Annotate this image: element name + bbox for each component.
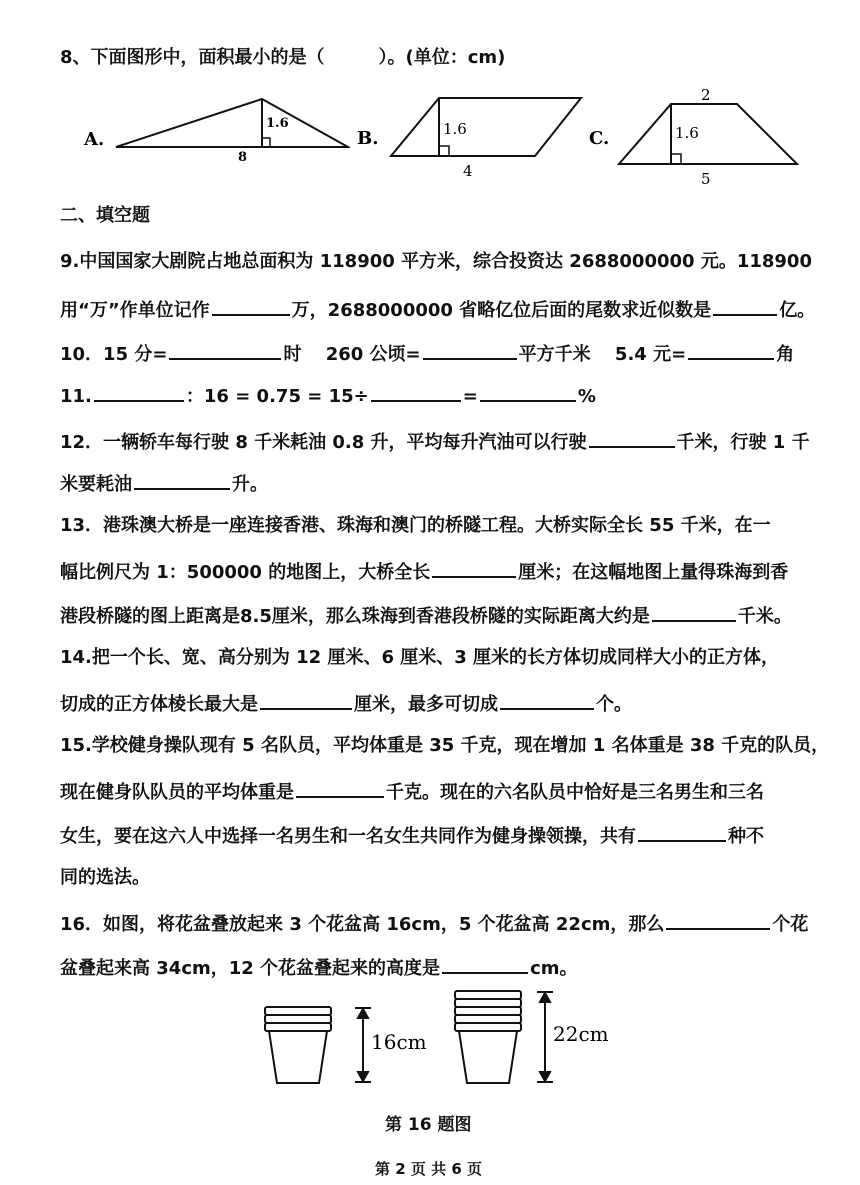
- q15-text-d: 种不: [728, 826, 764, 847]
- option-a-base: 8: [238, 150, 248, 165]
- q16-text-b: 个花: [772, 914, 809, 935]
- q16-line1: [60, 910, 808, 937]
- q16-blank-2[interactable]: [442, 954, 528, 974]
- q13-text-b: 厘米；在这幅地图上量得珠海到香: [518, 562, 789, 583]
- arrow-16cm: [355, 1008, 371, 1082]
- q9-blank-2[interactable]: [713, 296, 777, 316]
- q13-line3: [60, 602, 792, 629]
- q13-blank-2[interactable]: [652, 602, 736, 622]
- q15-line4: 同的选法。: [60, 867, 150, 888]
- option-b-height: 1.6: [443, 120, 467, 138]
- option-c-base: 5: [701, 170, 711, 186]
- q10-blank-1[interactable]: [169, 340, 281, 360]
- flower-pot-figure: [255, 985, 625, 1093]
- q10-blank-3[interactable]: [688, 340, 774, 360]
- q12-text-a: 12．一辆轿车每行驶 8 千米耗油 0.8 升，平均每升汽油可以行驶: [60, 432, 587, 453]
- q12-blank-2[interactable]: [134, 470, 230, 490]
- figure-a-triangle: [80, 95, 350, 175]
- q10-text-b: 时 260 公顷=: [283, 344, 421, 365]
- q9-text-a: 用“万”作单位记作: [60, 300, 210, 321]
- q14-blank-2[interactable]: [500, 690, 594, 710]
- q10-text-d: 角: [776, 344, 795, 365]
- pot-stack-5: [455, 991, 521, 1083]
- q9-text-c: 亿。: [779, 300, 816, 321]
- q12-blank-1[interactable]: [589, 428, 675, 448]
- q14-text-b: 厘米，最多可切成: [354, 694, 498, 715]
- q15-line3: [60, 822, 764, 849]
- section-title: 二、填空题: [60, 205, 150, 226]
- q11-blank-2[interactable]: [371, 382, 461, 402]
- q12-text-c: 米要耗油: [60, 474, 132, 495]
- q10-text-c: 平方千米 5.4 元=: [518, 344, 687, 365]
- q15-line2: [60, 778, 764, 805]
- q16-blank-1[interactable]: [666, 910, 770, 930]
- q9-text-b: 万，2688000000 省略亿位后面的尾数求近似数是: [291, 300, 712, 321]
- option-a-label: A.: [84, 129, 105, 150]
- q11-text-b: ：16 = 0.75 = 15÷: [185, 386, 369, 407]
- q15-text-b: 千克。现在的六名队员中恰好是三名男生和三名: [386, 782, 764, 803]
- label-22cm: 22cm: [553, 1022, 609, 1046]
- q14-text-a: 切成的正方体棱长最大是: [60, 694, 258, 715]
- option-a-height: 1.6: [266, 116, 289, 131]
- q15-blank-1[interactable]: [296, 778, 384, 798]
- q9-line1: 9.中国国家大剧院占地总面积为 118900 平方米，综合投资达 2688000000 元。118900: [60, 251, 812, 272]
- q15-text-a: 现在健身队队员的平均体重是: [60, 782, 294, 803]
- q11-blank-3[interactable]: [480, 382, 576, 402]
- pot-stack-3: [265, 1007, 331, 1083]
- q10-blank-2[interactable]: [423, 340, 517, 360]
- q12-text-d: 升。: [232, 474, 268, 495]
- q13-text-c: 港段桥隧的图上距离是8.5厘米，那么珠海到香港段桥隧的实际距离大约是: [60, 606, 650, 627]
- figure-b-parallelogram: [355, 92, 585, 182]
- page-footer: 第 2 页 共 6 页: [375, 1160, 482, 1178]
- q15-line1: 15.学校健身操队现有 5 名队员，平均体重是 35 千克，现在增加 1 名体重是 38 千克的队员，: [60, 735, 830, 756]
- arrow-22cm: [537, 992, 553, 1082]
- q14-line1: 14.把一个长、宽、高分别为 12 厘米、6 厘米、3 厘米的长方体切成同样大小的正方体，: [60, 647, 780, 668]
- option-c-label: C.: [589, 128, 610, 149]
- figure-caption: 第 16 题图: [385, 1115, 472, 1135]
- option-c-height: 1.6: [675, 124, 699, 142]
- q13-blank-1[interactable]: [432, 558, 516, 578]
- q9-blank-1[interactable]: [212, 296, 290, 316]
- q16-text-a: 16．如图，将花盆叠放起来 3 个花盆高 16cm，5 个花盆高 22cm，那么: [60, 914, 665, 935]
- q10-text-a: 10．15 分=: [60, 344, 168, 365]
- q11-text-a: 11.: [60, 386, 92, 407]
- q15-text-c: 女生，要在这六人中选择一名男生和一名女生共同作为健身操领操，共有: [60, 826, 636, 847]
- q13-line2: [60, 558, 788, 585]
- q14-line2: [60, 690, 632, 717]
- q15-blank-2[interactable]: [638, 822, 726, 842]
- q11-text-d: %: [577, 386, 596, 407]
- option-c-top: 2: [701, 86, 711, 104]
- q14-text-c: 个。: [596, 694, 632, 715]
- q13-line1: 13．港珠澳大桥是一座连接香港、珠海和澳门的桥隧工程。大桥实际全长 55 千米，在一: [60, 515, 771, 536]
- q12-text-b: 千米，行驶 1 千: [676, 432, 810, 453]
- q14-blank-1[interactable]: [260, 690, 352, 710]
- figure-c-trapezoid: [585, 86, 805, 186]
- q11-text-c: =: [462, 386, 478, 407]
- q16-text-c: 盆叠起来高 34cm，12 个花盆叠起来的高度是: [60, 958, 441, 979]
- q16-text-d: cm。: [530, 958, 578, 979]
- q16-line2: [60, 954, 578, 981]
- q11-blank-1[interactable]: [94, 382, 184, 402]
- q9-line2: [60, 296, 815, 323]
- option-b-base: 4: [463, 162, 473, 180]
- option-b-label: B.: [357, 128, 379, 149]
- label-16cm: 16cm: [371, 1030, 427, 1054]
- q12-line1: [60, 428, 810, 455]
- q13-text-a: 幅比例尺为 1：500000 的地图上，大桥全长: [60, 562, 431, 583]
- q10-line: [60, 340, 794, 367]
- q12-line2: [60, 470, 268, 497]
- q13-text-d: 千米。: [737, 606, 792, 627]
- q8-text: 8、下面图形中，面积最小的是（ ）。(单位：cm): [60, 47, 506, 68]
- q11-line: [60, 382, 596, 409]
